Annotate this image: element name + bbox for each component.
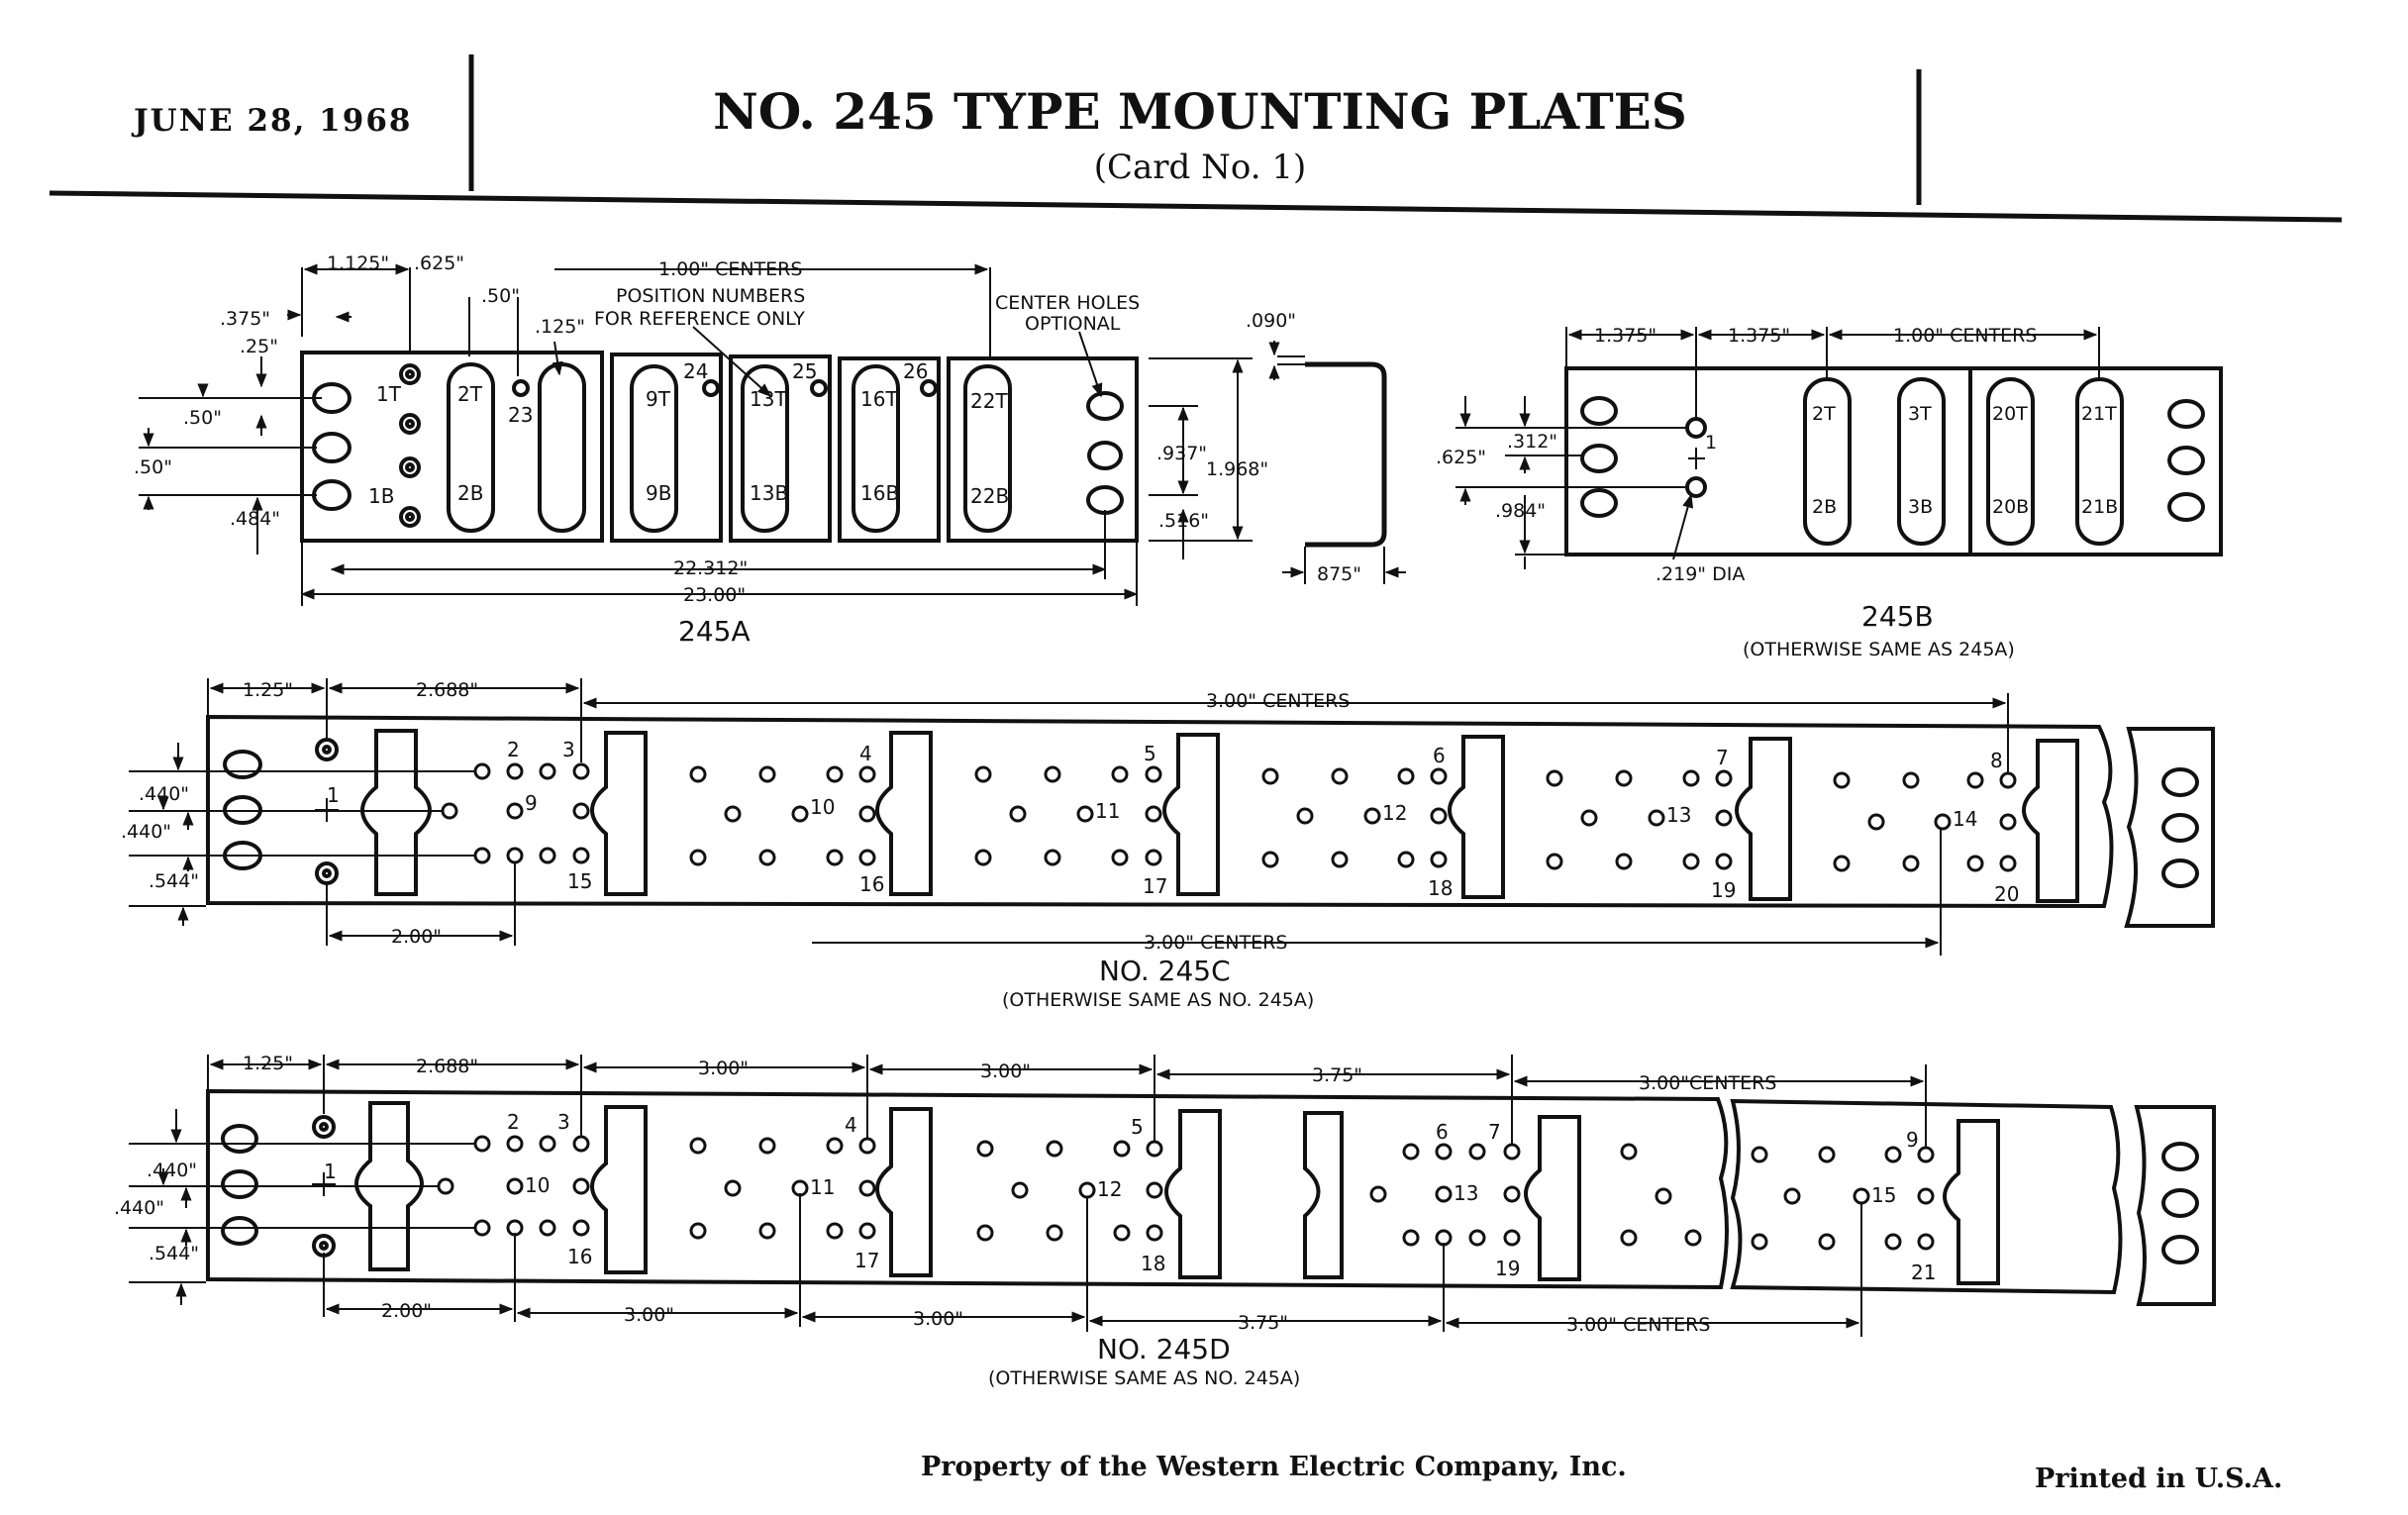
d-pos-11: 11	[810, 1175, 836, 1199]
c-dim-2688: 2.688"	[416, 679, 479, 701]
plate-245a	[134, 252, 1406, 648]
pos-23: 23	[508, 403, 534, 427]
dim-219-dia: .219" DIA	[1656, 563, 1746, 585]
pos-13t: 13T	[750, 387, 787, 411]
pos-1b: 1B	[368, 484, 395, 508]
dim-875: 875"	[1317, 563, 1362, 585]
d-dim-440b: .440"	[114, 1197, 165, 1219]
plate-name-245d: NO. 245D	[1097, 1333, 1231, 1365]
c-dim-440a: .440"	[139, 783, 190, 805]
d-dim-b300a: 3.00"	[624, 1304, 675, 1326]
plate-245c	[121, 678, 2213, 1011]
pos-1-245b: 1	[1705, 432, 1718, 454]
c-pos-8: 8	[1990, 749, 2003, 772]
d-dim-b300-centers: 3.00" CENTERS	[1566, 1314, 1711, 1336]
d-dim-440a: .440"	[147, 1160, 198, 1181]
c-dim-544: .544"	[149, 870, 200, 892]
page-title: NO. 245 TYPE MOUNTING PLATES	[713, 82, 1687, 141]
pos-20b-245b: 20B	[1992, 496, 2030, 518]
c-pos-7: 7	[1716, 746, 1729, 769]
d-pos-10: 10	[525, 1173, 551, 1197]
c-pos-2: 2	[507, 738, 520, 761]
plate-name-245a: 245A	[678, 615, 751, 648]
plate-name-245c: NO. 245C	[1099, 955, 1231, 987]
pos-1t: 1T	[376, 382, 401, 406]
footer	[921, 1452, 2282, 1494]
d-pos-15: 15	[1871, 1183, 1897, 1207]
dim-1968: 1.968"	[1206, 458, 1269, 480]
dim-50a: .50"	[481, 285, 520, 307]
c-pos-9: 9	[525, 791, 538, 815]
d-pos-6: 6	[1436, 1120, 1449, 1144]
dim-375: .375"	[220, 308, 271, 330]
c-pos-12: 12	[1382, 801, 1408, 825]
c-pos-10: 10	[810, 795, 836, 819]
pos-9b: 9B	[646, 481, 672, 505]
c-pos-17: 17	[1143, 874, 1168, 898]
dim-125: .125"	[535, 316, 586, 338]
dim-937: .937"	[1156, 443, 1208, 464]
dim-516: .516"	[1158, 510, 1210, 532]
d-pos-12: 12	[1097, 1177, 1123, 1201]
pos-26: 26	[903, 359, 929, 383]
dim-50c: .50"	[134, 456, 172, 478]
header	[50, 54, 2342, 220]
plate-245b	[1436, 325, 2221, 660]
d-pos-19: 19	[1495, 1257, 1521, 1280]
dim-1375a: 1.375"	[1594, 325, 1657, 347]
d-dim-125: 1.25"	[243, 1053, 294, 1074]
c-pos-14: 14	[1953, 807, 1978, 831]
pos-9t: 9T	[646, 387, 670, 411]
c-pos-11: 11	[1095, 799, 1121, 823]
pos-13b: 13B	[750, 481, 789, 505]
pos-2b: 2B	[457, 481, 484, 505]
c-pos-5: 5	[1144, 742, 1156, 765]
pos-16t: 16T	[860, 387, 898, 411]
dim-090: .090"	[1246, 310, 1297, 332]
d-dim-b200: 2.00"	[381, 1300, 433, 1322]
dim-625: .625"	[414, 252, 465, 274]
d-dim-b375: 3.75"	[1238, 1312, 1289, 1334]
c-pos-15: 15	[567, 869, 593, 893]
c-pos-6: 6	[1433, 744, 1446, 767]
d-dim-544: .544"	[149, 1243, 200, 1264]
plate-245d	[114, 1053, 2214, 1389]
d-pos-13: 13	[1454, 1181, 1479, 1205]
printed-note: Printed in U.S.A.	[2035, 1464, 2283, 1494]
pos-25: 25	[792, 359, 818, 383]
d-dim-b300b: 3.00"	[913, 1308, 964, 1330]
card-number: (Card No. 1)	[1093, 148, 1307, 187]
d-pos-1: 1	[324, 1160, 337, 1183]
dim-625-b: .625"	[1436, 447, 1487, 468]
pos-2b-245b: 2B	[1812, 496, 1838, 518]
c-pos-4: 4	[859, 742, 872, 765]
c-pos-18: 18	[1428, 876, 1454, 900]
d-pos-16: 16	[567, 1245, 593, 1268]
dim-50b: .50"	[183, 407, 222, 429]
plate-note-245c: (OTHERWISE SAME AS NO. 245A)	[1002, 989, 1315, 1011]
pos-22b: 22B	[970, 484, 1010, 508]
d-dim-300a: 3.00"	[698, 1058, 750, 1079]
pos-3t-245b: 3T	[1908, 403, 1932, 425]
c-pos-16: 16	[859, 872, 885, 896]
d-pos-17: 17	[854, 1249, 880, 1272]
c-dim-300-centers: 3.00" CENTERS	[1206, 690, 1351, 712]
dim-312: .312"	[1507, 431, 1558, 453]
pos-2t: 2T	[457, 382, 482, 406]
c-dim-200: 2.00"	[391, 926, 443, 948]
pos-16b: 16B	[860, 481, 900, 505]
note-center-holes-2: OPTIONAL	[1025, 313, 1121, 335]
plate-name-245b: 245B	[1861, 600, 1934, 633]
dim-2300: 23.00"	[683, 584, 747, 606]
dim-1125: 1.125"	[327, 252, 390, 274]
c-pos-1: 1	[327, 783, 340, 807]
d-pos-7: 7	[1488, 1120, 1501, 1144]
dim-1375b: 1.375"	[1728, 325, 1791, 347]
dim-100-centers: 1.00" CENTERS	[658, 258, 803, 280]
d-dim-375: 3.75"	[1312, 1064, 1363, 1086]
pos-22t: 22T	[970, 389, 1008, 413]
c-pos-20: 20	[1994, 882, 2020, 906]
dim-100-centers-b: 1.00" CENTERS	[1893, 325, 2038, 347]
c-dim-300-centers-b: 3.00" CENTERS	[1144, 932, 1288, 954]
note-position-numbers-2: FOR REFERENCE ONLY	[594, 308, 805, 330]
d-pos-2: 2	[507, 1110, 520, 1134]
c-dim-125: 1.25"	[243, 679, 294, 701]
note-center-holes-1: CENTER HOLES	[995, 292, 1141, 314]
c-pos-13: 13	[1666, 803, 1692, 827]
d-pos-3: 3	[557, 1110, 570, 1134]
d-dim-2688: 2.688"	[416, 1056, 479, 1077]
d-pos-21: 21	[1911, 1261, 1937, 1284]
d-pos-9: 9	[1906, 1128, 1919, 1152]
pos-20t-245b: 20T	[1992, 403, 2028, 425]
d-dim-300-centers: 3.00"CENTERS	[1639, 1072, 1777, 1094]
pos-2t-245b: 2T	[1812, 403, 1836, 425]
plate-note-245b: (OTHERWISE SAME AS 245A)	[1743, 639, 2015, 660]
pos-3b-245b: 3B	[1908, 496, 1934, 518]
d-pos-5: 5	[1131, 1115, 1144, 1139]
dim-25: .25"	[240, 336, 278, 357]
dim-984: .984"	[1495, 500, 1547, 522]
d-dim-300b: 3.00"	[980, 1060, 1032, 1082]
c-pos-3: 3	[562, 738, 575, 761]
dim-22312: 22.312"	[673, 557, 749, 579]
date-label: JUNE 28, 1968	[134, 103, 413, 139]
dim-484: .484"	[230, 508, 281, 530]
property-note: Property of the Western Electric Company, Inc.	[921, 1452, 1627, 1482]
note-position-numbers-1: POSITION NUMBERS	[616, 285, 806, 307]
c-dim-440b: .440"	[121, 821, 172, 843]
plate-note-245d: (OTHERWISE SAME AS NO. 245A)	[988, 1367, 1301, 1389]
pos-24: 24	[683, 359, 709, 383]
c-pos-19: 19	[1711, 878, 1737, 902]
pos-21t-245b: 21T	[2081, 403, 2117, 425]
pos-21b-245b: 21B	[2081, 496, 2119, 518]
d-pos-18: 18	[1141, 1252, 1166, 1275]
d-pos-4: 4	[845, 1113, 857, 1137]
